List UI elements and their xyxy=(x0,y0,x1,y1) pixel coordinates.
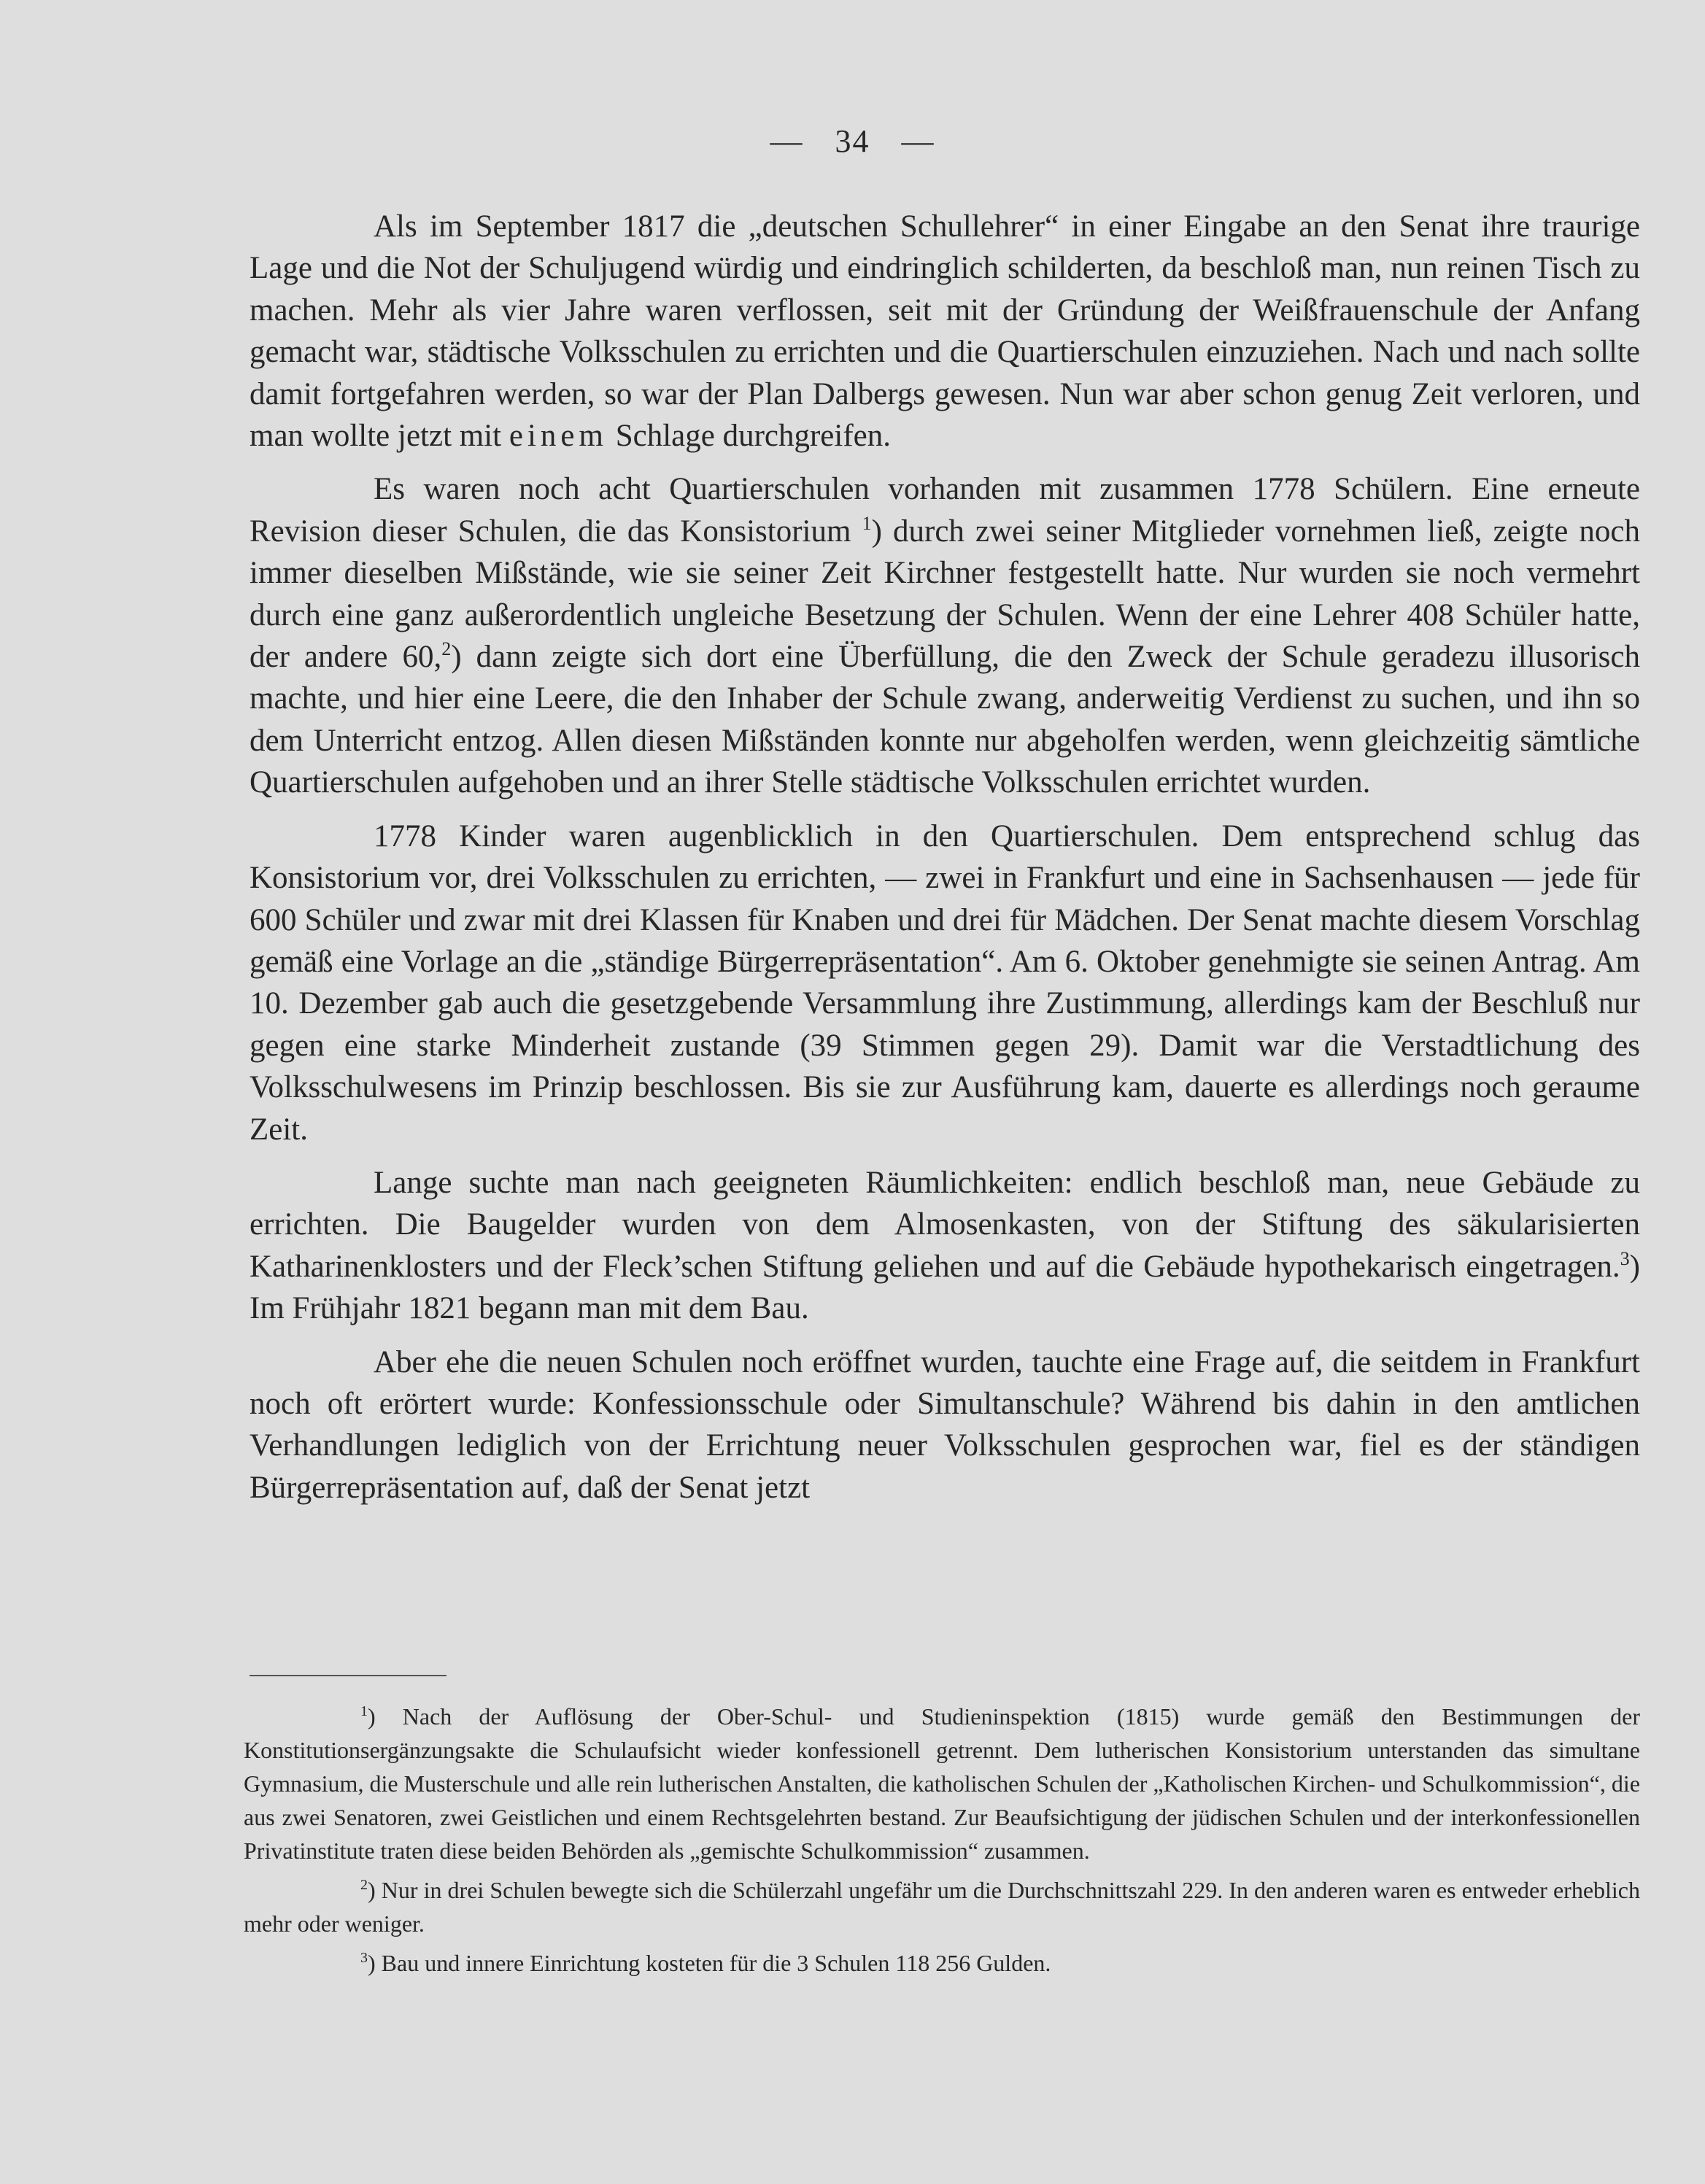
footnote-ref-3: 3 xyxy=(1620,1247,1630,1269)
footnote-3: $^3$) Bau und innere Einrichtung kosteten für die 3 Schulen 118 256 Gulden. xyxy=(360,1950,1051,1976)
paragraph-5: Aber ehe die neuen Schulen noch eröffnet wurden, tauchte eine Frage auf, die seitdem in Frankfurt noch oft erörtert wurde: Konfessionsschule oder Simultanschule? Während bis dahin in den amtlichen Verhandlungen lediglich von der Errichtung neuer Volksschulen gesprochen war, fiel es der ständigen Bürgerrepräsentation auf, daß der Senat jetzt xyxy=(250,1344,1640,1505)
footnote-ref-2: 2 xyxy=(441,638,452,660)
body-text xyxy=(250,206,1640,1520)
paragraph-1: Als im September 1817 die „deutschen Schullehrer“ in einer Eingabe an den Senat ihre traurige Lage und die Not der Schuljugend würdig und eindringlich schilderten, da beschloß man, nun reinen Tisch zu machen. Mehr als vier Jahre waren verflossen, seit mit der Gründung der Weißfrauenschule der Anfang gemacht war, städtische Volksschulen zu errichten und die Quartierschulen einzuziehen. Nach und nach sollte damit fortgefahren werden, so war der Plan Dalbergs gewesen. Nun war aber schon genug Zeit verloren, und man wollte jetzt mit einem Schlage durchgreifen. xyxy=(250,209,1640,454)
spaced-word: einem xyxy=(509,419,608,454)
paragraph-3: 1778 Kinder waren augenblicklich in den Quartierschulen. Dem entsprechend schlug das Konsistorium vor, drei Volksschulen zu errichten, — zwei in Frankfurt und eine in Sachsenhausen — jede für 600 Schüler und zwar mit drei Klassen für Knaben und drei für Mädchen. Der Senat machte diesem Vorschlag gemäß eine Vorlage an die „ständige Bürgerrepräsentation“. Am 6. Oktober genehmigte sie seinen Antrag. Am 10. Dezember gab auch die gesetzgebende Versammlung ihre Zustimmung, allerdings kam der Beschluß nur gegen eine starke Minderheit zustande (39 Stimmen gegen 29). Damit war die Verstadtlichung des Volksschulwesens im Prinzip beschlossen. Bis sie zur Ausführung kam, dauerte es allerdings noch geraume Zeit. xyxy=(250,818,1640,1147)
footnote-1: $^1$) Nach der Auflösung der Ober-Schul- und Studieninspektion (1815) wurde gemäß den Bestimmungen der Konstitutionsergänzungsakte die Schulaufsicht wieder konfessionell getrennt. Dem lutherischen Konsistorium unterstanden das simultane Gymnasium, die Musterschule und alle rein lutherischen Anstalten, die katholischen Schulen der „Katholischen Kirchen- und Schulkommission“, die aus zwei Senatoren, zwei Geistlichen und einem Rechtsgelehrten bestand. Zur Beaufsichtigung der jüdischen Schulen und der interkonfessionellen Privatinstitute traten diese beiden Behörden als „gemischte Schulkommission“ zusammen. xyxy=(244,1703,1640,1864)
page-number: — 34 — xyxy=(770,123,935,159)
footnote-ref-1: 1 xyxy=(862,512,872,534)
paragraph-2: Es waren noch acht Quartierschulen vorhanden mit zusammen 1778 Schülern. Eine erneute Revision dieser Schulen, die das Konsistorium $^1$) durch zwei seiner Mitglieder vornehmen ließ, zeigte noch immer dieselben Mißstände, wie sie seiner Zeit Kirchner festgestellt hatte. Nur wurden sie noch vermehrt durch eine ganz außerordentlich ungleiche Besetzung der Schulen. Wenn der eine Lehrer 408 Schüler hatte, der andere 60,$^2$) dann zeigte sich dort eine Überfüllung, die den Zweck der Schule geradezu illusorisch machte, und hier eine Leere, die den Inhaber der Schule zwang, anderweitig Verdienst zu suchen, und ihn so dem Unterricht entzog. Allen diesen Mißständen konnte nur abgeholfen werden, wenn gleichzeitig sämtliche Quartierschulen aufgehoben und an ihrer Stelle städtische Volksschulen errichtet wurden. xyxy=(250,472,1641,800)
paragraph-4: Lange suchte man nach geeigneten Räumlichkeiten: endlich beschloß man, neue Gebäude zu errichten. Die Baugelder wurden von dem Almosenkasten, von der Stiftung des säkularisierten Katharinenklosters und der Fleck’schen Stiftung geliehen und auf die Gebäude hypothekarisch eingetragen.$^3$) Im Frühjahr 1821 begann man mit dem Bau. xyxy=(250,1165,1640,1326)
footnotes xyxy=(244,1700,1640,1986)
footnote-2: $^2$) Nur in drei Schulen bewegte sich die Schülerzahl ungefähr um die Durchschnittszahl 229. In den anderen waren es entweder erheblich mehr oder weniger. xyxy=(244,1877,1640,1937)
footnote-rule xyxy=(250,1675,446,1676)
